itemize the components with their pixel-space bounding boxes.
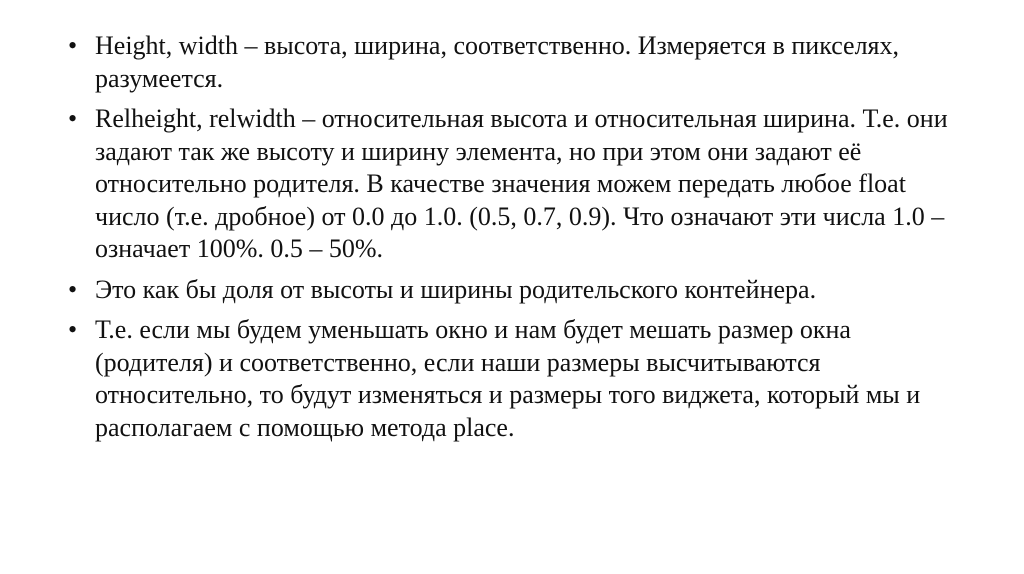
bullet-item-resize-behavior xyxy=(68,314,968,444)
bullet-text: Relheight, relwidth – относительная высота и относительная ширина. Т.е. они задают так же высоту и ширину элемента, но при этом они задают её относительно родителя. В качестве значения можем передать любое float число (т.е. дробное) от 0.0 до 1.0. (0.5, 0.7, 0.9). Что означают эти числа 1.0 – означает 100%. 0.5 – 50%. xyxy=(95,104,948,263)
bullet-icon: • xyxy=(68,31,78,60)
bullet-item-relheight-relwidth xyxy=(68,103,968,266)
bullet-item-parent-share xyxy=(68,274,968,307)
bullet-text: Т.е. если мы будем уменьшать окно и нам будет мешать размер окна (родителя) и соответственно, если наши размеры высчитываются относительно, то будут изменяться и размеры того виджета, который мы и располагаем с помощью метода place. xyxy=(95,315,921,442)
bullet-text: Это как бы доля от высоты и ширины родительского контейнера. xyxy=(95,274,817,304)
bullet-text: Height, width – высота, ширина, соответственно. Измеряется в пикселях, разумеется. xyxy=(95,31,900,93)
bullet-icon: • xyxy=(68,315,78,344)
bullet-icon: • xyxy=(68,274,78,304)
bullet-icon: • xyxy=(68,104,78,133)
bullet-list xyxy=(68,30,968,452)
bullet-item-height-width xyxy=(68,30,968,95)
